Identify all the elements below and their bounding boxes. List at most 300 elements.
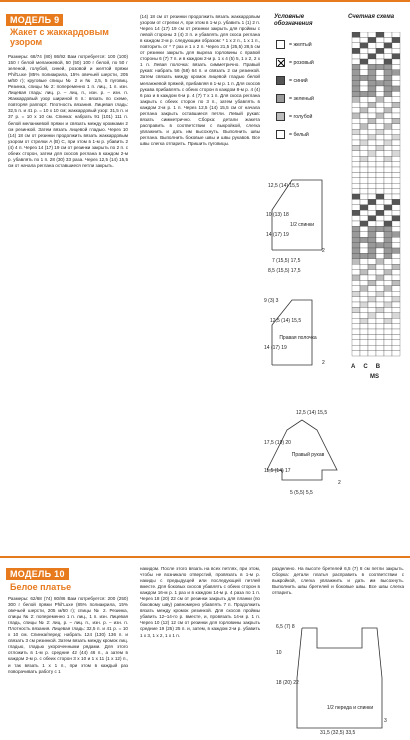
scheme-cell [376, 248, 384, 253]
scheme-cell [392, 75, 400, 80]
scheme-cell [352, 172, 360, 177]
scheme-cell [384, 194, 392, 199]
scheme-cell [360, 313, 368, 318]
dim-label: 14 (17) 19 [266, 232, 289, 238]
model9-text-col1-body: Размеры: 68/74 (80) 86/92 Вам потребуется: 100 (100) 150 г белой меланжевой, 50 (50) 100 г белой, по 50 г зеленой, голубой, синей, розовой и желтой пряжи Phil'Luxe (85% полиакрила, 15% овечьей шерсти, 205 м/50 г); круговые спицы № 2 и № 2,5, 5 пуговиц. Резинка, спицы № 2: попеременно 1 п. лиц., 1 п. изн. Лицевая гладь: лиц. р. – лиц. п., изн. р. – изн. п. Жаккардовый узор шириной 6 п.: вязать по схеме, повторяя раппорт. Плотность вязания. Лицевая гладь: 32,5 п. и 41 р. = 10 х 10 см; жаккардовый узор: 31,5 п. и 37 р. = 10 х 10 см. Спинка: набрать 91 (101) 111 п. белой меланжевой пряжи и связать между кромками 2 см резинкой. Затем вязать лицевой гладью. Через 10 (14) 18 см от резинки продолжить вязать жаккардовым узором от стрелки A (B) C, при этом в 1-м р. убавить 2 (4) 4 п. Через 14 (17) 19 см от резинки закрыть по 2 п. с обеих сторон, затем для скосов реглана в каждом 2-м р. убавлять по 1 п. 28 (30) 33 раза. Через 12,5 (14) 15,5 см от начала реглана оставшиеся петли закрыть. [8, 54, 128, 168]
scheme-cell [368, 334, 376, 339]
scheme-cell [368, 54, 376, 59]
scheme-cell [376, 124, 384, 129]
scheme-cell [352, 340, 360, 345]
scheme-cell [352, 48, 360, 53]
scheme-cell [368, 237, 376, 242]
scheme-cell [392, 54, 400, 59]
spinka-label: 1/2 спинки [289, 222, 315, 228]
scheme-cell [392, 286, 400, 291]
model9-text-col2-body: (14) 18 см от резинки продолжить вязать жаккардовым узором от стрелки A, при этом в 1-м р. убавить 1 (1) 2 п. Через 14 (17) 19 см от резинки закрыть для проймы с левой стороны 3 (4) 3 п. и убавлять для скоса реглана в каждом 2-м р. следующим образом: * 1 х 2 п., 1 х 1 п., повторить от * 7 раз и 1 х 2 п. Через 21,5 (25,5) 28,5 см от резинки закрыть для выреза горловины с правой стороны 6 (7) 7 п. и в каждом 2-м р. 1 х 4 (5) 5, 1 х 2, 2 х 1 п. Левая полочка: вязать симметрично. Правый рукав: набрать 56 (58) 64 п. и связать 2 см резинкой. Затем связать между кромок лицевой гладью белой меланжевой пряжей, прибавляя в 1-м р. 1 п. Для скосов рукава прибавлять с обеих сторон в каждом 8-м р. 4 (4) 6 раз и в каждом 6-м р. 4 (7) 7 х 1 п. Для скоса реглана закрыть с обеих сторон по 3 п., затем убавлять в каждом 2-м р. 1 п. Через 12,5 (14) 15,5 см от начала реглана закрыть оставшиеся петли. Левый рукав: вязать симметрично. Сборка: детали жакета расправить в соответствии с выкройкой, слегка увлажнить и дать им высохнуть. Выполнить швы реглана. Выполнить боковые швы и швы рукавов. Все швы слегка отпарить. Пришить пуговицы. [140, 14, 260, 146]
scheme-cell [384, 162, 392, 167]
scheme-cell [392, 232, 400, 237]
scheme-cell [376, 162, 384, 167]
scheme-cell [352, 145, 360, 150]
scheme-cell [376, 118, 384, 123]
scheme-cell [368, 248, 376, 253]
scheme-cell [384, 318, 392, 323]
scheme-cell [360, 232, 368, 237]
scheme-cell [360, 59, 368, 64]
scheme-cell [392, 183, 400, 188]
scheme-cell [352, 97, 360, 102]
scheme-cell [384, 237, 392, 242]
scheme-cell [360, 37, 368, 42]
scheme-cell [384, 324, 392, 329]
dim-label: 18 (20) 22 [276, 680, 299, 686]
scheme-cell [368, 313, 376, 318]
scheme-cell [392, 302, 400, 307]
scheme-cell [384, 140, 392, 145]
scheme-cell [392, 324, 400, 329]
scheme-cell [352, 151, 360, 156]
scheme-cell [376, 205, 384, 210]
scheme-cell [360, 226, 368, 231]
scheme-cell [376, 199, 384, 204]
scheme-ms-label: MS [370, 374, 379, 380]
scheme-cell [392, 43, 400, 48]
scheme-cell [392, 205, 400, 210]
scheme-cell [360, 91, 368, 96]
scheme-cell [352, 248, 360, 253]
scheme-cell [352, 167, 360, 172]
scheme-cell [352, 259, 360, 264]
scheme-cell [352, 329, 360, 334]
scheme-cell [392, 151, 400, 156]
scheme-cell [376, 48, 384, 53]
scheme-cell [360, 145, 368, 150]
dim-label: 2 [322, 248, 325, 254]
scheme-cell [392, 113, 400, 118]
scheme-cell [376, 253, 384, 258]
scheme-cell [392, 280, 400, 285]
model10-text-col1-body: Размеры: 62/68 (74) 80/86 Вам потребуется: 200 (250) 300 г белой пряжи Phil'Luxe (85% полиакрила, 15% овечьей шерсти, 205 м/50 г); спицы № 2. Резинка, спицы № 2: попеременно 1 п. лиц., 1 п. изн. Лицевая гладь, спицы № 2: лиц. р. – лиц. п., изн. р. – изн. п. Плотность вязания. Лицевая гладь: 32,5 п. и 41 р. = 10 х 10 см. Спинка/перед: набрать 124 (130) 136 п. и связать 3 см резинкой. Затем вязать между кромок лиц. гладью, гладью укороченными рядами. Для этого отложить в 1-м р. средние 42 (44) 46 п., а затем в каждом 2-м р. с обеих сторон 3 х 10 и 1 х 11 (1 х 12) п., и так вязать 1 х 1 п., при этом в каждый раз поворачивать работу с 1 [8, 596, 128, 674]
scheme-cell [360, 97, 368, 102]
scheme-cell [392, 167, 400, 172]
scheme-cell [392, 237, 400, 242]
scheme-cell [392, 48, 400, 53]
scheme-cell [360, 275, 368, 280]
scheme-cell [376, 324, 384, 329]
scheme-cell [392, 145, 400, 150]
polochka-outline [272, 300, 312, 365]
scheme-cell [376, 81, 384, 86]
scheme-cell [392, 64, 400, 69]
scheme-cell [384, 199, 392, 204]
scheme-cell [376, 91, 384, 96]
scheme-cell [384, 183, 392, 188]
scheme-cell [384, 81, 392, 86]
dim-label: 12,5 (14) 15,5 [296, 410, 328, 416]
scheme-cell [392, 345, 400, 350]
swatch-icon [276, 94, 285, 103]
scheme-cell [392, 59, 400, 64]
model9-title: МОДЕЛЬ 9 [6, 14, 63, 26]
scheme-cell [352, 43, 360, 48]
scheme-cell [352, 324, 360, 329]
scheme-cell [352, 108, 360, 113]
scheme-cell [376, 345, 384, 350]
scheme-cell [376, 86, 384, 91]
scheme-cell [376, 280, 384, 285]
model9-subtitle: Жакет с жаккардовым узором [10, 27, 109, 47]
scheme-cell [376, 37, 384, 42]
scheme-cell [360, 253, 368, 258]
scheme-cell [384, 280, 392, 285]
swatch-icon [276, 40, 285, 49]
dim-label: 10 [276, 650, 282, 656]
scheme-cell [368, 48, 376, 53]
scheme-cell [368, 81, 376, 86]
scheme-cell [392, 102, 400, 107]
legend-label: = голубой [289, 113, 313, 120]
scheme-cell [376, 59, 384, 64]
scheme-cell [368, 178, 376, 183]
scheme-cell [352, 178, 360, 183]
scheme-cell [392, 329, 400, 334]
scheme-cell [368, 307, 376, 312]
scheme-cell [360, 172, 368, 177]
scheme-cell [360, 129, 368, 134]
swatch-icon [276, 76, 285, 85]
scheme-cell [392, 37, 400, 42]
scheme-cell [384, 151, 392, 156]
scheme-cell [360, 178, 368, 183]
scheme-cell [352, 210, 360, 215]
scheme-cell [360, 54, 368, 59]
scheme-cell [392, 199, 400, 204]
scheme-cell [360, 86, 368, 91]
scheme-cell [376, 216, 384, 221]
scheme-cell [392, 248, 400, 253]
scheme-cell [384, 345, 392, 350]
scheme-cell [352, 54, 360, 59]
scheme-cell [384, 91, 392, 96]
scheme-cell [384, 59, 392, 64]
scheme-cell [384, 145, 392, 150]
scheme-cell [392, 264, 400, 269]
scheme-cell [376, 297, 384, 302]
legend-label: = синий [289, 77, 308, 84]
scheme-cell [384, 286, 392, 291]
scheme-cell [392, 81, 400, 86]
scheme-cell [360, 108, 368, 113]
scheme-cell [368, 183, 376, 188]
scheme-cell [368, 199, 376, 204]
scheme-cell [384, 167, 392, 172]
scheme-cell [392, 313, 400, 318]
cross-swatch-icon [276, 58, 285, 67]
legend-title: Условные обозначения [274, 14, 313, 27]
scheme-cell [384, 75, 392, 80]
scheme-cell [352, 221, 360, 226]
scheme-cell [360, 297, 368, 302]
scheme-cell [360, 64, 368, 69]
scheme-cell [368, 156, 376, 161]
scheme-cell [352, 270, 360, 275]
scheme-cell [360, 291, 368, 296]
scheme-cell [392, 318, 400, 323]
scheme-cell [360, 205, 368, 210]
arrow-label-a: A [351, 364, 356, 370]
scheme-cell [376, 183, 384, 188]
scheme-cell [360, 118, 368, 123]
scheme-cell [352, 162, 360, 167]
scheme-cell [360, 70, 368, 75]
scheme-cell [360, 324, 368, 329]
scheme-cell [376, 329, 384, 334]
scheme-cell [384, 270, 392, 275]
scheme-cell [376, 318, 384, 323]
scheme-cell [392, 189, 400, 194]
scheme-cell [368, 124, 376, 129]
scheme-cell [368, 259, 376, 264]
scheme-cell [392, 334, 400, 339]
legend-label: = розовый [289, 59, 314, 66]
scheme-cell [384, 43, 392, 48]
scheme-cell [368, 129, 376, 134]
scheme-cell [368, 108, 376, 113]
scheme-cell [376, 97, 384, 102]
scheme-cell [384, 302, 392, 307]
scheme-cell [360, 43, 368, 48]
scheme-cell [368, 324, 376, 329]
arrow-label-b: B [375, 364, 381, 370]
scheme-cell [392, 32, 400, 37]
scheme-cell [376, 210, 384, 215]
scheme-cell [368, 118, 376, 123]
dim-label: 8,5 (15,5) 17,5 [268, 268, 301, 274]
model10-text-col2 [140, 566, 260, 736]
scheme-cell [384, 118, 392, 123]
scheme-cell [360, 194, 368, 199]
scheme-cell [376, 54, 384, 59]
scheme-cell [376, 313, 384, 318]
dress-outline [297, 628, 382, 728]
scheme-cell [360, 340, 368, 345]
scheme-cell [392, 307, 400, 312]
swatch-icon [276, 130, 285, 139]
scheme-cell [376, 113, 384, 118]
scheme-cell [368, 280, 376, 285]
scheme-cell [392, 118, 400, 123]
scheme-cell [368, 291, 376, 296]
scheme-cell [384, 253, 392, 258]
scheme-cell [352, 113, 360, 118]
scheme-cell [376, 43, 384, 48]
model10-text-col1 [8, 596, 128, 736]
scheme-cell [352, 313, 360, 318]
scheme-cell [360, 264, 368, 269]
scheme-cell [376, 270, 384, 275]
scheme-cell [352, 205, 360, 210]
scheme-cell [376, 226, 384, 231]
scheme-cell [392, 178, 400, 183]
scheme-cell [360, 81, 368, 86]
scheme-cell [384, 210, 392, 215]
scheme-cell [368, 113, 376, 118]
scheme-cell [392, 275, 400, 280]
scheme-cell [368, 226, 376, 231]
model10-text-col3 [272, 566, 404, 614]
scheme-cell [352, 199, 360, 204]
model10-subtitle: Белое платье [10, 582, 72, 592]
scheme-cell [384, 340, 392, 345]
scheme-cell [392, 194, 400, 199]
scheme-cell [368, 75, 376, 80]
scheme-cell [352, 59, 360, 64]
scheme-cell [392, 221, 400, 226]
scheme-cell [352, 32, 360, 37]
scheme-cell [368, 64, 376, 69]
scheme-cell [368, 86, 376, 91]
scheme-cell [368, 345, 376, 350]
scheme-cell [376, 172, 384, 177]
scheme-cell [368, 172, 376, 177]
scheme-cell [352, 75, 360, 80]
scheme-cell [352, 140, 360, 145]
scheme-cell [384, 86, 392, 91]
legend-item-pink [276, 58, 314, 67]
scheme-cell [360, 167, 368, 172]
scheme-cell [368, 151, 376, 156]
dim-label: 17,5 (19) 20 [264, 440, 291, 446]
scheme-cell [368, 216, 376, 221]
scheme-cell [352, 129, 360, 134]
scheme-cell [368, 37, 376, 42]
scheme-cell [368, 297, 376, 302]
top-accent-bar [0, 0, 410, 2]
scheme-cell [360, 124, 368, 129]
scheme-cell [384, 291, 392, 296]
scheme-cell [360, 162, 368, 167]
scheme-cell [368, 140, 376, 145]
scheme-cell [368, 351, 376, 356]
scheme-cell [392, 108, 400, 113]
scheme-cell [384, 135, 392, 140]
legend-label: = белый [289, 131, 309, 138]
scheme-cell [352, 318, 360, 323]
scheme-cell [392, 86, 400, 91]
scheme-cell [392, 297, 400, 302]
scheme-cell [352, 275, 360, 280]
scheme-cell [368, 162, 376, 167]
scheme-cell [376, 70, 384, 75]
scheme-cell [384, 275, 392, 280]
scheme-cell [376, 259, 384, 264]
dim-label: 7 (15,5) 17,5 [272, 258, 301, 264]
scheme-cell [352, 334, 360, 339]
scheme-cell [392, 270, 400, 275]
model10-text-col3-body: разделено. На высоте бретелей 6,5 (7) 8 см петли закрыть. Сборка: детали платья расправить в соответствии с выкройкой, слегка увлажнить и дать им высохнуть. Выполнить швы бретелей и боковые швы. Все швы слегка отпарить. [272, 566, 404, 596]
scheme-cell [384, 189, 392, 194]
scheme-cell [352, 286, 360, 291]
scheme-cell [368, 340, 376, 345]
scheme-arrows [351, 364, 380, 370]
scheme-cell [360, 237, 368, 242]
scheme-cell [384, 216, 392, 221]
scheme-cell [384, 259, 392, 264]
scheme-cell [368, 275, 376, 280]
scheme-cell [376, 232, 384, 237]
scheme-cell [384, 64, 392, 69]
scheme-cell [368, 70, 376, 75]
scheme-cell [368, 286, 376, 291]
scheme-cell [392, 253, 400, 258]
scheme-cell [392, 340, 400, 345]
scheme-cell [392, 259, 400, 264]
scheme-cell [360, 302, 368, 307]
scheme-cell [360, 156, 368, 161]
scheme-cell [384, 124, 392, 129]
scheme-cell [352, 189, 360, 194]
legend-label: = зеленый [289, 95, 314, 102]
scheme-cell [360, 75, 368, 80]
scheme-cell [360, 216, 368, 221]
scheme-cell [384, 329, 392, 334]
scheme-cell [376, 32, 384, 37]
scheme-cell [376, 275, 384, 280]
scheme-cell [360, 334, 368, 339]
scheme-cell [384, 205, 392, 210]
scheme-cell [352, 124, 360, 129]
scheme-cell [352, 232, 360, 237]
scheme-cell [360, 199, 368, 204]
scheme-cell [384, 313, 392, 318]
dim-label: 10 (13) 18 [266, 212, 289, 218]
scheme-cell [352, 226, 360, 231]
scheme-cell [376, 75, 384, 80]
scheme-cell [368, 194, 376, 199]
scheme-cell [392, 91, 400, 96]
scheme-cell [392, 216, 400, 221]
scheme-cell [352, 253, 360, 258]
scheme-cell [352, 291, 360, 296]
scheme-cell [368, 264, 376, 269]
scheme-cell [376, 286, 384, 291]
scheme-cell [352, 280, 360, 285]
scheme-cell [384, 221, 392, 226]
model9-text-col1 [8, 54, 128, 552]
scheme-cell [360, 248, 368, 253]
scheme-cell [392, 135, 400, 140]
scheme-cell [376, 351, 384, 356]
scheme-cell [384, 297, 392, 302]
scheme-cell [352, 194, 360, 199]
scheme-cell [360, 32, 368, 37]
scheme-cell [392, 162, 400, 167]
scheme-cell [352, 135, 360, 140]
scheme-cell [360, 345, 368, 350]
scheme-cell [352, 91, 360, 96]
scheme-cell [368, 270, 376, 275]
scheme-cell [384, 334, 392, 339]
dim-label: 5 (5,5) 5,5 [290, 490, 313, 496]
scheme-cell [384, 243, 392, 248]
scheme-cell [368, 145, 376, 150]
scheme-cell [368, 243, 376, 248]
scheme-cell [384, 129, 392, 134]
scheme-cell [392, 172, 400, 177]
scheme-cell [392, 129, 400, 134]
scheme-cell [376, 340, 384, 345]
dim-label: 2 [338, 480, 341, 486]
scheme-cell [376, 243, 384, 248]
